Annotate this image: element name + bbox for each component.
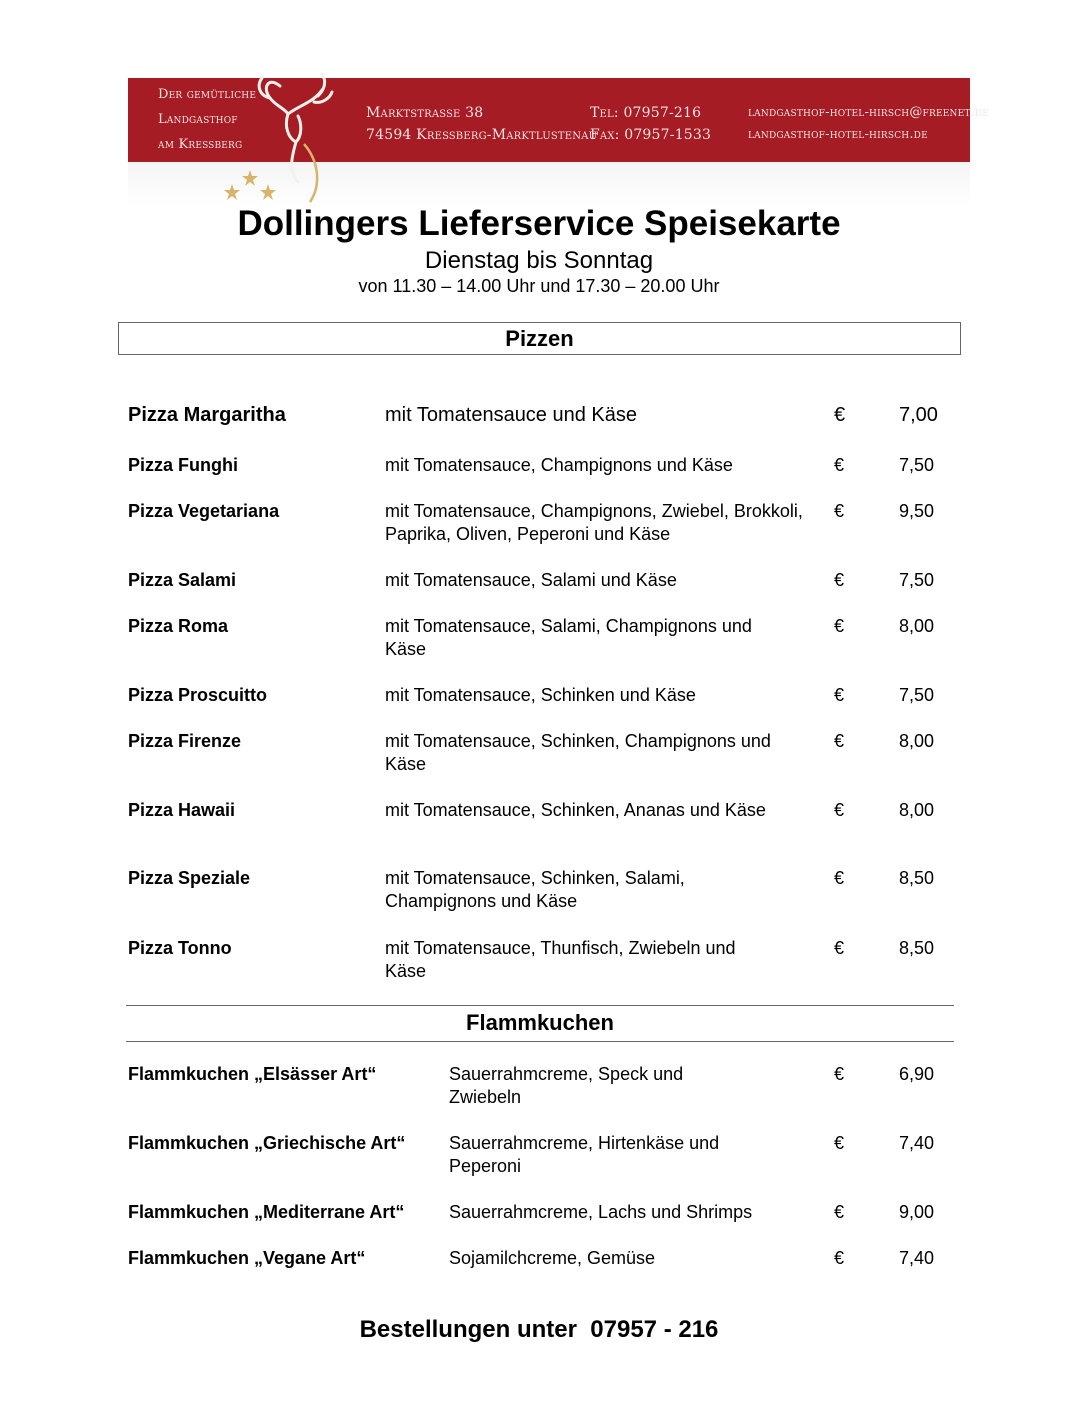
item-currency: € [834, 616, 845, 636]
item-currency: € [834, 570, 845, 590]
item-currency: € [834, 938, 845, 958]
item-currency: € [834, 501, 845, 521]
item-name: Pizza Speziale [128, 868, 251, 888]
item-price: 8,00 [899, 731, 935, 751]
phone-line: Tel: 07957-216 [590, 105, 702, 121]
item-description: mit Tomatensauce und Käse [385, 404, 638, 426]
item-name: Pizza Firenze [128, 731, 242, 751]
item-price: 7,40 [899, 1248, 935, 1268]
item-price: 9,50 [899, 501, 935, 521]
item-name: Pizza Tonno [128, 938, 232, 958]
item-price: 7,50 [899, 570, 935, 590]
item-name: Pizza Salami [128, 570, 237, 590]
item-description: mit Tomatensauce, Schinken und Käse [385, 685, 696, 705]
item-description: Sauerrahmcreme, Lachs und Shrimps [449, 1202, 753, 1222]
item-description: mit Tomatensauce, Salami und Käse [385, 570, 677, 590]
item-price: 8,50 [899, 938, 935, 958]
item-description: mit Tomatensauce, Thunfisch, Zwiebeln und Käse [385, 938, 736, 981]
tagline-line: Der gemütliche [158, 87, 257, 102]
item-description: Sojamilchcreme, Gemüse [449, 1248, 656, 1268]
item-currency: € [834, 1248, 845, 1268]
section-heading-flammkuchen: Flammkuchen [126, 1005, 954, 1042]
item-price: 8,00 [899, 616, 935, 636]
item-description: Sauerrahmcreme, Speck und Zwiebeln [449, 1064, 684, 1107]
page-title: Dollingers Lieferservice Speisekarte [237, 204, 841, 243]
item-currency: € [834, 404, 846, 426]
item-name: Flammkuchen „Vegane Art“ [128, 1248, 366, 1268]
item-price: 8,50 [899, 868, 935, 888]
item-description: mit Tomatensauce, Champignons, Zwiebel, Brokkoli, Paprika, Oliven, Peperoni und Käse [385, 501, 803, 544]
opening-hours: von 11.30 – 14.00 Uhr und 17.30 – 20.00 Uhr [358, 276, 720, 296]
item-price: 7,50 [899, 455, 935, 475]
tagline-line: Landgasthof [158, 112, 238, 127]
item-currency: € [834, 1202, 845, 1222]
item-name: Pizza Vegetariana [128, 501, 280, 521]
item-description: Sauerrahmcreme, Hirtenkäse und Peperoni [449, 1133, 720, 1176]
item-description: mit Tomatensauce, Salami, Champignons und Käse [385, 616, 752, 659]
website-link[interactable]: landgasthof-hotel-hirsch.de [748, 127, 928, 142]
header-phone [590, 102, 711, 146]
item-currency: € [834, 1133, 845, 1153]
item-name: Pizza Funghi [128, 455, 238, 475]
deer-head-icon [218, 66, 348, 206]
tagline-line: am Kreßberg [158, 137, 243, 152]
item-name: Flammkuchen „Mediterrane Art“ [128, 1202, 405, 1222]
item-name: Pizza Roma [128, 616, 229, 636]
item-price: 9,00 [899, 1202, 935, 1222]
order-phone-footer: Bestellungen unter 07957 - 216 [359, 1316, 719, 1343]
item-name: Pizza Margaritha [128, 404, 286, 426]
page-subtitle: Dienstag bis Sonntag [424, 247, 654, 274]
address-line: Marktstraße 38 [366, 105, 484, 121]
header-address [366, 102, 597, 146]
item-name: Pizza Proscuitto [128, 685, 268, 705]
email-link[interactable]: landgasthof-hotel-hirsch@freenet.de [748, 105, 990, 120]
item-description: mit Tomatensauce, Schinken, Ananas und Käse [385, 800, 766, 820]
item-price: 7,50 [899, 685, 935, 705]
item-currency: € [834, 868, 845, 888]
item-currency: € [834, 685, 845, 705]
item-name: Pizza Hawaii [128, 800, 236, 820]
item-description: mit Tomatensauce, Schinken, Champignons und Käse [385, 731, 771, 774]
item-currency: € [834, 800, 845, 820]
item-price: 7,40 [899, 1133, 935, 1153]
address-line: 74594 Kreßberg-Marktlustenau [366, 127, 598, 143]
item-currency: € [834, 1064, 845, 1084]
item-price: 6,90 [899, 1064, 935, 1084]
header-contact [748, 102, 989, 146]
item-currency: € [834, 455, 845, 475]
fax-line: Fax: 07957-1533 [590, 127, 712, 143]
item-price: 8,00 [899, 800, 935, 820]
item-name: Flammkuchen „Elsässer Art“ [128, 1064, 377, 1084]
item-currency: € [834, 731, 845, 751]
item-description: mit Tomatensauce, Schinken, Salami, Champignons und Käse [385, 868, 685, 911]
item-description: mit Tomatensauce, Champignons und Käse [385, 455, 733, 475]
section-heading-pizzen: Pizzen [118, 322, 961, 355]
item-name: Flammkuchen „Griechische Art“ [128, 1133, 406, 1153]
item-price: 7,00 [899, 404, 938, 426]
